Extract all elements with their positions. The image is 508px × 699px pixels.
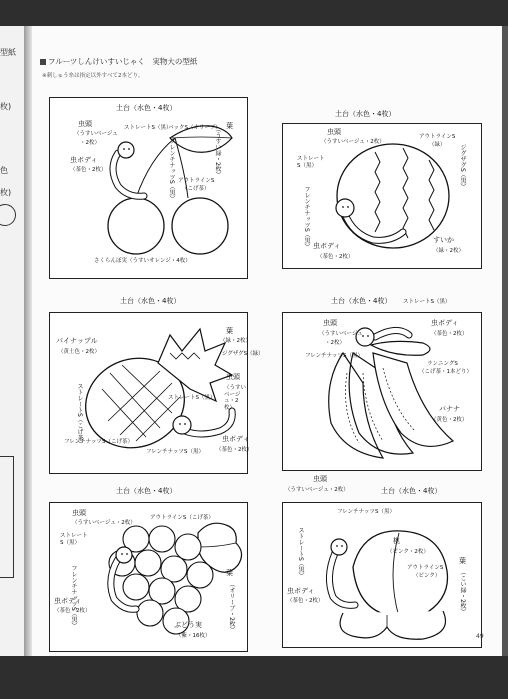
watermelon-straight-label: ストレートS（黒） bbox=[297, 156, 325, 169]
grape-fruit-label: ぶどう実 bbox=[174, 621, 202, 629]
banana-fruit-color: （黄色・2枚） bbox=[431, 417, 468, 423]
cherry-fruit-label: さくらんぼ実（うすいオレンジ・4枚） bbox=[94, 258, 191, 264]
watermelon-body-label: 虫ボディ bbox=[313, 242, 341, 250]
left-page-text: 色 bbox=[0, 166, 8, 175]
grape-base-label: 土台（水色・4枚） bbox=[116, 487, 177, 495]
panel-grape bbox=[49, 487, 248, 652]
page-title bbox=[40, 56, 197, 67]
page-number: 49 bbox=[476, 633, 484, 640]
page-edge bbox=[502, 26, 508, 656]
cherry-base-label: 土台（水色・4枚） bbox=[116, 104, 177, 112]
cherry-head-label: 虫頭 bbox=[78, 120, 92, 128]
pineapple-straight2-label: ストレートS（黒） bbox=[168, 395, 216, 401]
watermelon-fruit-label: すいか bbox=[433, 236, 454, 244]
watermelon-french-label: フレンチナッツS（黒） bbox=[303, 186, 310, 250]
banana-head-count: ・2枚） bbox=[325, 340, 345, 346]
left-page-edge bbox=[0, 26, 25, 656]
banana-running-color: （こげ茶・1本どり） bbox=[419, 369, 472, 375]
cherry-french-label: フレンチナッツS（黒） bbox=[168, 138, 175, 202]
banana-head-label: 虫頭 bbox=[323, 319, 337, 327]
grape-leaf-color: （オリーブ・2枚） bbox=[228, 581, 235, 633]
pineapple-head-label: 虫頭 bbox=[226, 373, 240, 381]
banana-running-label: ランニングS bbox=[427, 361, 458, 367]
grape-head-color: （うすいベージュ・2枚） bbox=[72, 520, 136, 526]
cherry-body-label: 虫ボディ bbox=[70, 156, 98, 164]
page-title-text: フルーツしんけいすいじゃく 実物大の型紙 bbox=[48, 57, 198, 66]
title-marker-icon bbox=[40, 59, 46, 65]
peach-leaf-label: 葉 bbox=[459, 557, 466, 565]
pineapple-base-label: 土台（水色・4枚） bbox=[120, 297, 181, 305]
cherry-head-color: （うすいベージュ bbox=[74, 131, 118, 137]
left-page-text: 枚) bbox=[0, 102, 12, 111]
page-note: ※刺しゅう糸は指定以外すべて2本どり。 bbox=[42, 73, 144, 79]
pattern-page bbox=[32, 26, 502, 656]
left-page-shape bbox=[0, 204, 16, 226]
watermelon-body-color: （茶色・2枚） bbox=[317, 254, 354, 260]
banana-straight-label: ストレートS（黒） bbox=[403, 299, 451, 305]
peach-head-label: 虫頭 bbox=[313, 475, 327, 483]
banana-head-color: （うすいベージュ bbox=[319, 331, 363, 337]
peach-fruit-label: 桃 bbox=[393, 537, 400, 545]
peach-outline-label: アウトラインS bbox=[407, 565, 444, 571]
cherry-outline-color: （こげ茶） bbox=[182, 186, 210, 192]
peach-illustration bbox=[283, 503, 481, 647]
pineapple-fruit-label: パイナップル bbox=[56, 337, 98, 345]
left-page-text: 枚) bbox=[0, 188, 12, 197]
grape-outline-label: アウトラインS（こげ茶） bbox=[150, 515, 214, 521]
scan-top-border bbox=[0, 0, 508, 28]
peach-body-color: （茶色・2枚） bbox=[287, 598, 324, 604]
grape-body-label: 虫ボディ bbox=[54, 597, 82, 605]
grape-head-label: 虫頭 bbox=[72, 509, 86, 517]
book-gutter bbox=[24, 26, 32, 656]
pineapple-zigzag-label: ジグザグS（緑） bbox=[222, 351, 264, 357]
grape-fruit-color: （紫・16枚） bbox=[176, 633, 211, 639]
pineapple-fruit-color: （黄土色・2枚） bbox=[58, 349, 100, 355]
pineapple-french-label: フレンチナッツS（こげ茶） bbox=[64, 439, 134, 445]
left-page-box bbox=[0, 456, 14, 578]
peach-head-color: （うすいベージュ・2枚） bbox=[285, 487, 349, 493]
grape-french-label: フレンチナッツS（黒） bbox=[70, 565, 77, 629]
cherry-back-label: バックS（オリーブ） bbox=[168, 125, 221, 131]
cherry-leaf-label: 葉 bbox=[226, 122, 233, 130]
watermelon-fruit-color: （緑・2枚） bbox=[433, 248, 464, 254]
pineapple-body-color: （茶色・2枚） bbox=[216, 447, 253, 453]
panel-pineapple bbox=[49, 297, 264, 474]
watermelon-outline-label: アウトラインS bbox=[419, 134, 456, 140]
banana-body-label: 虫ボディ bbox=[431, 319, 459, 327]
left-page-text: 型紙 bbox=[0, 48, 16, 57]
cherry-leaf-color: （うすい緑・2枚） bbox=[214, 126, 221, 178]
peach-base-label: 土台（水色・4枚） bbox=[381, 487, 442, 495]
grape-body-color: （茶色・2枚） bbox=[54, 608, 91, 614]
peach-leaf-color: （こい緑・2枚） bbox=[459, 569, 466, 615]
peach-fruit-color: （ピンク・2枚） bbox=[387, 549, 429, 555]
cherry-outline-label: アウトラインS bbox=[178, 178, 215, 184]
banana-french-label: フレンチナッツS（黒） bbox=[305, 353, 364, 359]
cherry-straight-label: ストレートS（黒） bbox=[124, 125, 172, 131]
peach-outline-color: （ピンク） bbox=[413, 573, 441, 579]
scan-bottom-border bbox=[0, 652, 508, 699]
watermelon-head-color: （うすいベージュ・2枚） bbox=[321, 139, 385, 145]
grape-straight-label: ストレートS（黒） bbox=[60, 533, 88, 546]
banana-body-color: （茶色・2枚） bbox=[431, 331, 468, 337]
watermelon-base-label: 土台（水色・4枚） bbox=[335, 110, 396, 118]
watermelon-zigzag-label: ジグザグS（黒） bbox=[459, 144, 466, 190]
cherry-body-color: （茶色・2枚） bbox=[70, 167, 107, 173]
peach-body-label: 虫ボディ bbox=[287, 587, 315, 595]
peach-straight-label: ストレートS（黒） bbox=[297, 527, 304, 579]
pineapple-leaf-label: 葉 bbox=[226, 327, 233, 335]
panel-banana bbox=[282, 297, 482, 471]
pineapple-head-color: （うすいベージュ・2枚） bbox=[224, 385, 247, 411]
pineapple-straight1-label: ストレートS（こげ茶） bbox=[76, 383, 83, 447]
cherry-head-count: ・2枚） bbox=[80, 140, 100, 146]
peach-french-label: フレンチナッツS（黒） bbox=[337, 509, 396, 515]
panel-watermelon bbox=[282, 110, 482, 269]
grape-leaf-label: 葉 bbox=[226, 569, 233, 577]
watermelon-head-label: 虫頭 bbox=[327, 128, 341, 136]
pineapple-body-label: 虫ボディ bbox=[222, 435, 250, 443]
panel-cherry bbox=[49, 97, 248, 279]
pineapple-french2-label: フレンチナッツS（黒） bbox=[146, 449, 205, 455]
banana-fruit-label: バナナ bbox=[439, 405, 460, 413]
watermelon-outline-color: （緑） bbox=[429, 142, 446, 148]
pineapple-leaf-color: （緑・2枚） bbox=[220, 338, 251, 344]
banana-base-label: 土台（水色・4枚） bbox=[331, 297, 392, 305]
panel-peach bbox=[282, 475, 482, 648]
